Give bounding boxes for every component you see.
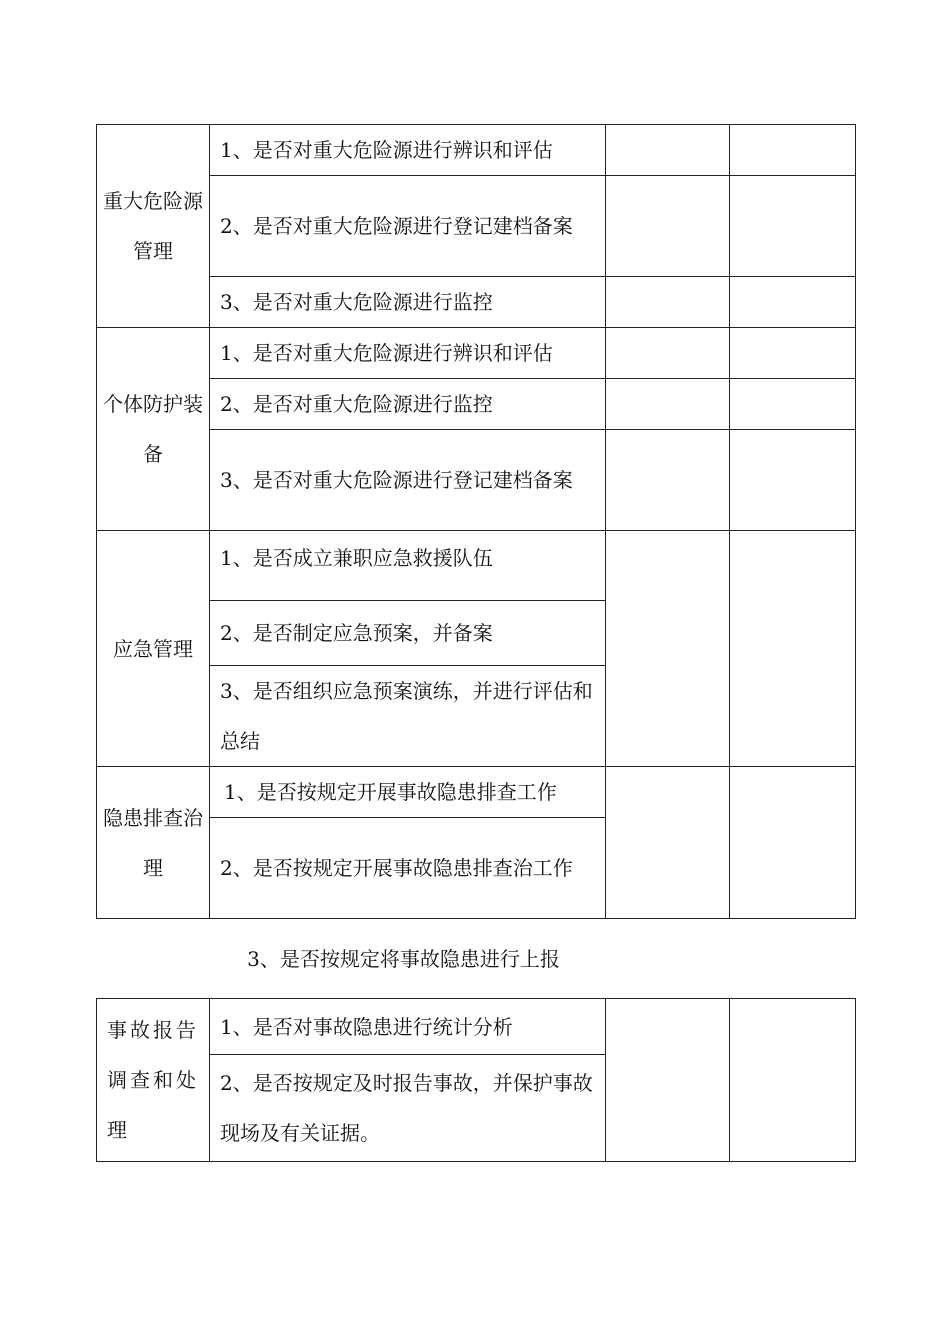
- item-cell: 1、是否对事故隐患进行统计分析: [210, 999, 606, 1055]
- result-cell[interactable]: [606, 430, 730, 531]
- table-row: [97, 999, 856, 1055]
- remark-cell[interactable]: [730, 277, 856, 328]
- table-row: [97, 328, 856, 379]
- category-cell: 事故报告调查和处理: [97, 999, 210, 1162]
- remark-cell[interactable]: [730, 125, 856, 176]
- table-row: [97, 919, 856, 999]
- remark-cell[interactable]: [730, 379, 856, 430]
- item-cell: 2、是否对重大危险源进行监控: [210, 379, 606, 430]
- remark-cell[interactable]: [730, 176, 856, 277]
- remark-cell[interactable]: [730, 328, 856, 379]
- remark-cell[interactable]: [730, 531, 856, 767]
- item-cell: 2、是否对重大危险源进行登记建档备案: [210, 176, 606, 277]
- category-cell: 重大危险源管理: [97, 125, 210, 328]
- category-cell: 个体防护装备: [97, 328, 210, 531]
- table-row: [97, 767, 856, 818]
- item-cell: 1、是否对重大危险源进行辨识和评估: [210, 328, 606, 379]
- result-cell[interactable]: [606, 176, 730, 277]
- result-cell[interactable]: [606, 999, 730, 1162]
- category-cell: 应急管理: [97, 531, 210, 767]
- item-cell: 2、是否按规定及时报告事故，并保护事故现场及有关证据。: [210, 1055, 606, 1162]
- remark-cell[interactable]: [730, 430, 856, 531]
- item-cell: 1、是否成立兼职应急救援队伍: [210, 531, 606, 601]
- empty-cell: [730, 919, 856, 999]
- item-cell: 2、是否制定应急预案，并备案: [210, 601, 606, 666]
- result-cell[interactable]: [606, 277, 730, 328]
- table-row: [97, 176, 856, 277]
- result-cell[interactable]: [606, 531, 730, 767]
- table-row: [97, 277, 856, 328]
- result-cell[interactable]: [606, 379, 730, 430]
- item-cell: 3、是否对重大危险源进行登记建档备案: [210, 430, 606, 531]
- item-cell: 2、是否按规定开展事故隐患排查治工作: [210, 818, 606, 919]
- result-cell[interactable]: [606, 767, 730, 919]
- empty-cell: [97, 919, 210, 999]
- remark-cell[interactable]: [730, 767, 856, 919]
- table-row: [97, 430, 856, 531]
- remark-cell[interactable]: [730, 999, 856, 1162]
- table-row: [97, 531, 856, 601]
- item-cell: 3、是否对重大危险源进行监控: [210, 277, 606, 328]
- table-row: [97, 125, 856, 176]
- result-cell[interactable]: [606, 328, 730, 379]
- empty-cell: [606, 919, 730, 999]
- safety-checklist-table: [96, 124, 856, 1162]
- result-cell[interactable]: [606, 125, 730, 176]
- table-row: [97, 379, 856, 430]
- item-cell: 3、是否组织应急预案演练，并进行评估和总结: [210, 666, 606, 767]
- item-cell: 3、是否按规定将事故隐患进行上报: [247, 946, 560, 971]
- item-cell: 1、是否对重大危险源进行辨识和评估: [210, 125, 606, 176]
- checklist-page: [96, 124, 855, 1162]
- item-cell: 1、是否按规定开展事故隐患排查工作: [210, 767, 606, 818]
- category-cell: 隐患排查治理: [97, 767, 210, 919]
